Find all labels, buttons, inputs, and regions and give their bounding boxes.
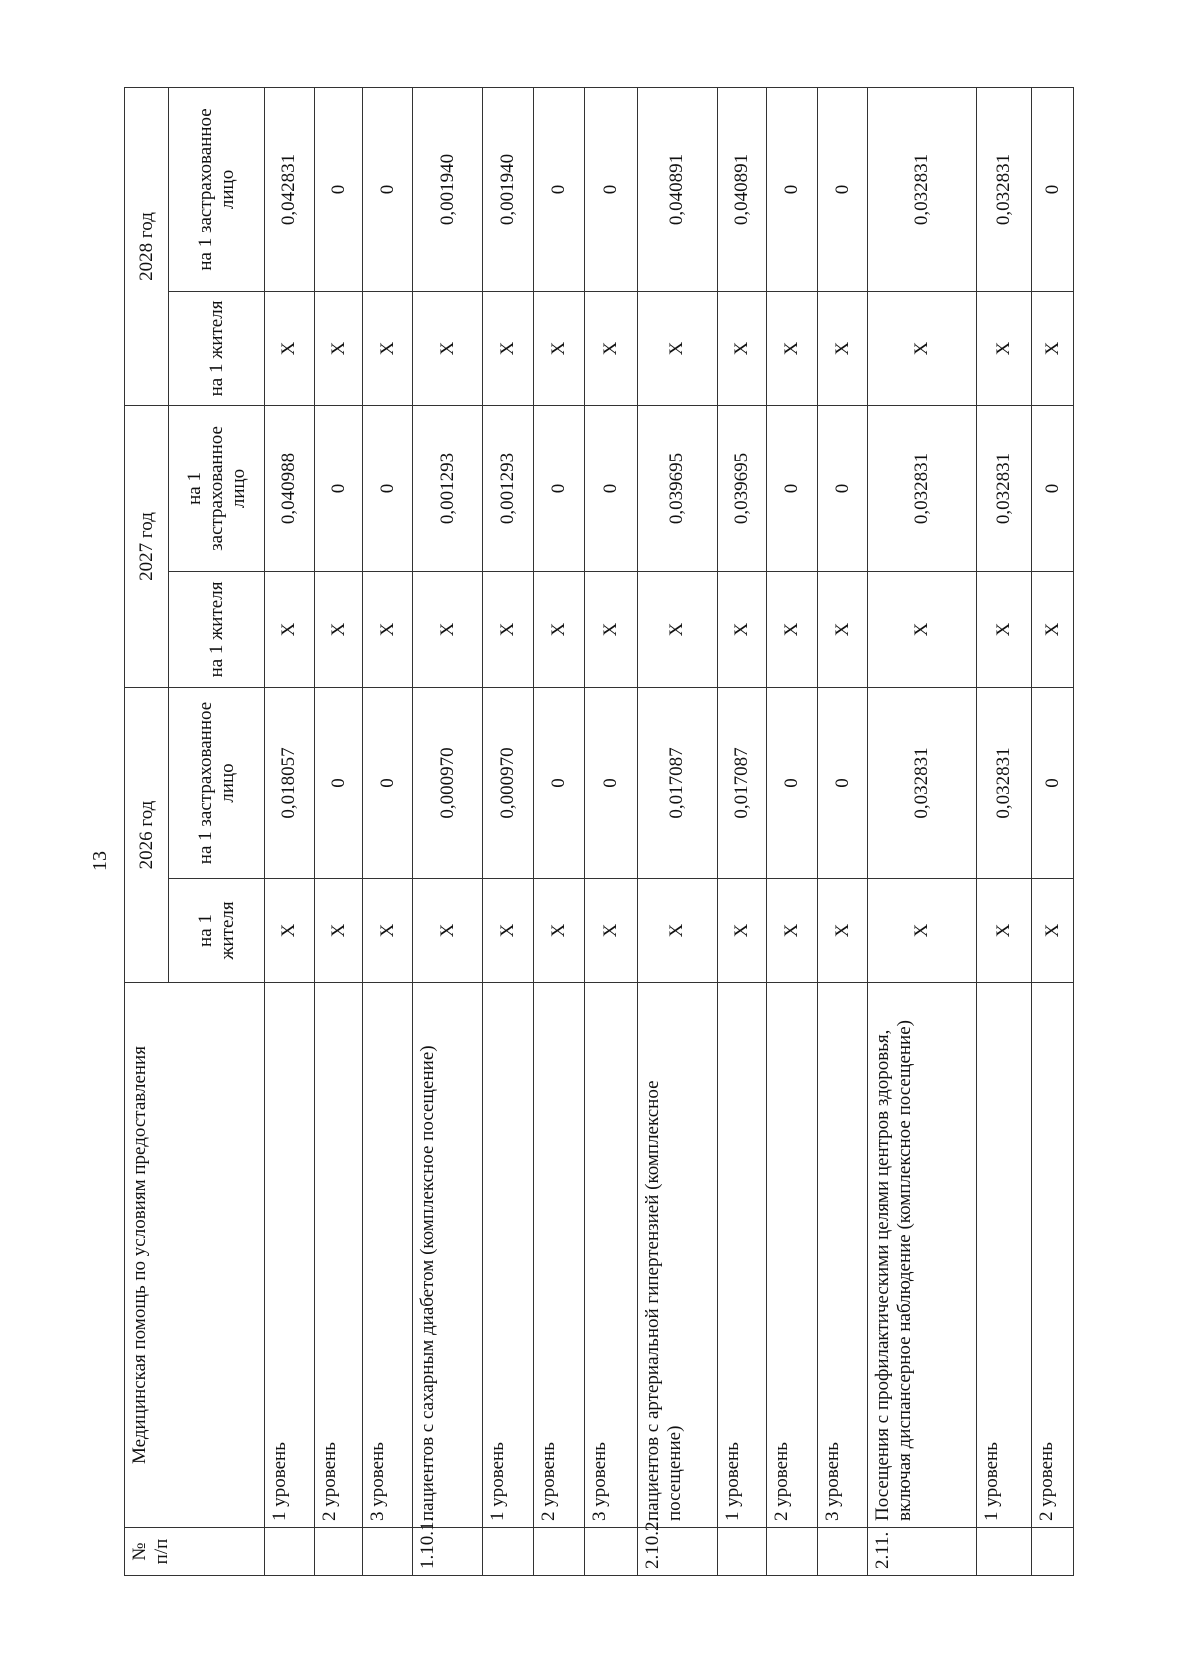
cell-per-resident: X: [413, 571, 483, 687]
cell-per-insured: 0,000970: [413, 687, 483, 878]
table-row: [767, 87, 818, 1575]
cell-per-insured: 0: [818, 687, 868, 878]
cell-per-resident: X: [265, 571, 315, 687]
table-row: [483, 87, 534, 1575]
row-name: пациентов с сахарным диабетом (комплексное посещение): [413, 983, 483, 1528]
row-name: Посещения с профилактическими целями центров здоровья, включая диспансерное наблюдение (комплексное посещение): [867, 983, 976, 1528]
cell-per-insured: 0,039695: [638, 405, 717, 571]
header-per-insured: на 1 застрахованное лицо: [169, 87, 265, 291]
cell-per-resident: X: [363, 879, 413, 983]
cell-per-insured: 0,032831: [976, 687, 1031, 878]
table-row: [867, 87, 976, 1575]
header-per-resident: на 1 жителя: [169, 879, 265, 983]
cell-per-insured: 0: [363, 405, 413, 571]
row-number: [314, 1528, 363, 1576]
cell-per-insured: 0,017087: [638, 687, 717, 878]
cell-per-resident: X: [717, 879, 767, 983]
table-row: [638, 87, 717, 1575]
cell-per-insured: 0,032831: [867, 87, 976, 291]
cell-per-insured: 0,017087: [717, 687, 767, 878]
row-number: [483, 1528, 534, 1576]
cell-per-resident: X: [767, 571, 818, 687]
cell-per-insured: 0: [534, 87, 585, 291]
cell-per-insured: 0,018057: [265, 687, 315, 878]
cell-per-insured: 0,040891: [638, 87, 717, 291]
row-number: [717, 1528, 767, 1576]
data-table: [124, 87, 1074, 1576]
cell-per-insured: 0: [534, 687, 585, 878]
cell-per-resident: X: [1032, 291, 1074, 405]
cell-per-resident: X: [767, 879, 818, 983]
table-row: [534, 87, 585, 1575]
row-name: 1 уровень: [265, 983, 315, 1528]
cell-per-insured: 0: [363, 687, 413, 878]
cell-per-resident: X: [534, 879, 585, 983]
cell-per-resident: X: [483, 879, 534, 983]
row-name: 3 уровень: [818, 983, 868, 1528]
cell-per-insured: 0,040891: [717, 87, 767, 291]
cell-per-resident: X: [717, 291, 767, 405]
header-name: Медицинская помощь по условиям предоставления: [125, 983, 265, 1528]
rotated-table-sheet: [124, 88, 1074, 1576]
cell-per-insured: 0: [767, 405, 818, 571]
row-number: [534, 1528, 585, 1576]
cell-per-resident: X: [867, 879, 976, 983]
cell-per-insured: 0: [534, 405, 585, 571]
row-number: [976, 1528, 1031, 1576]
row-name: 3 уровень: [585, 983, 638, 1528]
cell-per-insured: 0,042831: [265, 87, 315, 291]
cell-per-insured: 0,032831: [976, 405, 1031, 571]
cell-per-resident: X: [1032, 879, 1074, 983]
table-row: [585, 87, 638, 1575]
cell-per-resident: X: [265, 291, 315, 405]
cell-per-resident: X: [585, 879, 638, 983]
row-name: 1 уровень: [976, 983, 1031, 1528]
cell-per-resident: X: [638, 879, 717, 983]
cell-per-insured: 0: [767, 687, 818, 878]
cell-per-resident: X: [976, 291, 1031, 405]
cell-per-resident: X: [867, 291, 976, 405]
cell-per-resident: X: [818, 291, 868, 405]
cell-per-insured: 0,032831: [867, 687, 976, 878]
cell-per-insured: 0: [1032, 87, 1074, 291]
cell-per-insured: 0,001940: [413, 87, 483, 291]
cell-per-resident: X: [638, 291, 717, 405]
cell-per-resident: X: [767, 291, 818, 405]
row-name: 2 уровень: [767, 983, 818, 1528]
cell-per-insured: 0: [585, 405, 638, 571]
cell-per-insured: 0,032831: [976, 87, 1031, 291]
table-body: [265, 87, 1074, 1575]
cell-per-resident: X: [363, 571, 413, 687]
row-number: [585, 1528, 638, 1576]
cell-per-insured: 0,032831: [867, 405, 976, 571]
cell-per-insured: 0: [818, 405, 868, 571]
cell-per-insured: 0: [585, 87, 638, 291]
cell-per-insured: 0: [585, 687, 638, 878]
row-name: 3 уровень: [363, 983, 413, 1528]
table-row: [1032, 87, 1074, 1575]
cell-per-insured: 0: [1032, 687, 1074, 878]
cell-per-insured: 0: [363, 87, 413, 291]
table-row: [413, 87, 483, 1575]
cell-per-resident: X: [413, 291, 483, 405]
cell-per-insured: 0,000970: [483, 687, 534, 878]
page-number: 13: [89, 851, 111, 871]
header-year-2028: 2028 год: [125, 87, 169, 405]
table-row: [818, 87, 868, 1575]
row-number: 1.10.1.: [413, 1528, 483, 1576]
cell-per-resident: X: [265, 879, 315, 983]
table-row: [717, 87, 767, 1575]
row-name: пациентов с артериальной гипертензией (комплексное посещение): [638, 983, 717, 1528]
table-row: [314, 87, 363, 1575]
cell-per-insured: 0,001293: [413, 405, 483, 571]
cell-per-insured: 0: [767, 87, 818, 291]
cell-per-resident: X: [585, 571, 638, 687]
header-per-resident: на 1 жителя: [169, 571, 265, 687]
row-name: 2 уровень: [314, 983, 363, 1528]
cell-per-resident: X: [314, 879, 363, 983]
cell-per-insured: 0,001293: [483, 405, 534, 571]
cell-per-resident: X: [363, 291, 413, 405]
row-number: 2.11.: [867, 1528, 976, 1576]
cell-per-resident: X: [585, 291, 638, 405]
header-per-insured: на 1 застрахованное лицо: [169, 405, 265, 571]
cell-per-resident: X: [717, 571, 767, 687]
header-num: № п/п: [125, 1528, 265, 1576]
cell-per-resident: X: [818, 879, 868, 983]
cell-per-insured: 0: [314, 687, 363, 878]
cell-per-resident: X: [314, 291, 363, 405]
row-number: [363, 1528, 413, 1576]
cell-per-insured: 0: [818, 87, 868, 291]
cell-per-resident: X: [867, 571, 976, 687]
row-number: [1032, 1528, 1074, 1576]
row-number: [767, 1528, 818, 1576]
row-number: [818, 1528, 868, 1576]
header-year-2027: 2027 год: [125, 405, 169, 687]
header-per-resident: на 1 жителя: [169, 291, 265, 405]
cell-per-resident: X: [534, 571, 585, 687]
row-number: [265, 1528, 315, 1576]
cell-per-resident: X: [976, 879, 1031, 983]
row-name: 1 уровень: [483, 983, 534, 1528]
cell-per-resident: X: [534, 291, 585, 405]
cell-per-insured: 0: [1032, 405, 1074, 571]
row-name: 2 уровень: [1032, 983, 1074, 1528]
cell-per-resident: X: [1032, 571, 1074, 687]
row-number: 2.10.2.: [638, 1528, 717, 1576]
cell-per-resident: X: [413, 879, 483, 983]
cell-per-insured: 0: [314, 87, 363, 291]
cell-per-resident: X: [314, 571, 363, 687]
cell-per-insured: 0,040988: [265, 405, 315, 571]
table-row: [265, 87, 315, 1575]
cell-per-resident: X: [483, 571, 534, 687]
cell-per-insured: 0: [314, 405, 363, 571]
table-row: [976, 87, 1031, 1575]
header-per-insured: на 1 застрахованное лицо: [169, 687, 265, 878]
cell-per-resident: X: [483, 291, 534, 405]
cell-per-resident: X: [818, 571, 868, 687]
cell-per-resident: X: [638, 571, 717, 687]
cell-per-insured: 0,039695: [717, 405, 767, 571]
row-name: 1 уровень: [717, 983, 767, 1528]
cell-per-insured: 0,001940: [483, 87, 534, 291]
header-year-2026: 2026 год: [125, 687, 169, 982]
table-row: [363, 87, 413, 1575]
cell-per-resident: X: [976, 571, 1031, 687]
row-name: 2 уровень: [534, 983, 585, 1528]
